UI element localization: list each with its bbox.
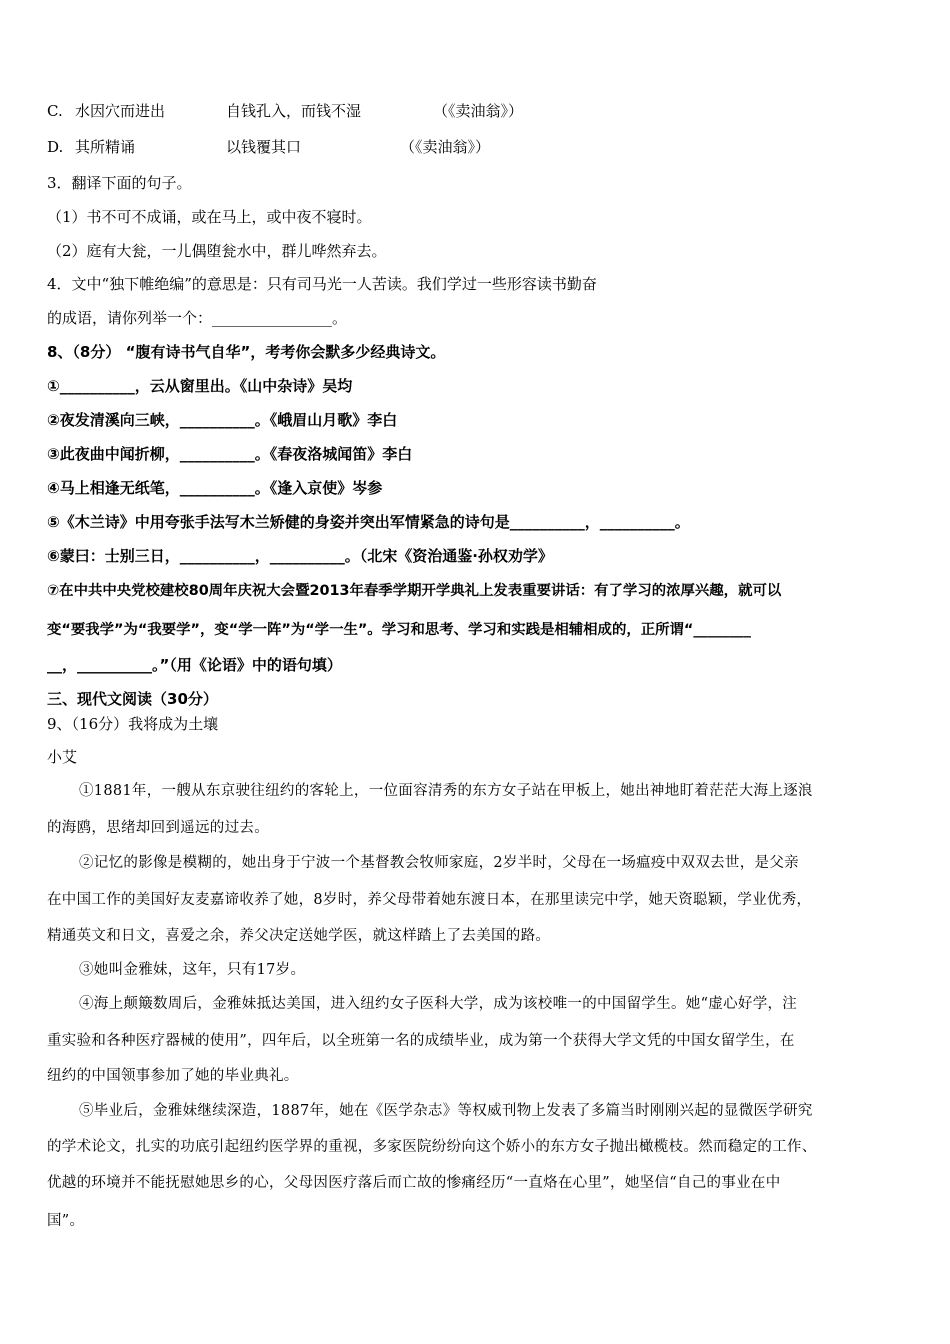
q8-item-3: ③此夜曲中闻折柳，__________。《春夜洛城闻笛》李白 — [47, 445, 413, 463]
option-d-label: D. — [47, 138, 64, 156]
paragraph-4-line-3: 纽约的中国领事参加了她的毕业典礼。 — [47, 1068, 299, 1084]
q8-item-7-line-2: 变“要我学”为“我要学”，变“学一阵”为“学一生”。学习和思考、学习和实践是相辅相成的，正所谓“________ — [47, 622, 751, 638]
option-c-source: （《卖油翁》） — [433, 102, 524, 120]
paragraph-4-line-2: 重实验和各种医疗器械的使用”，四年后，以全班第一名的成绩毕业，成为第一个获得大学文凭的中国女留学生，在 — [47, 1033, 795, 1049]
q3-sentence-2: （2）庭有大瓮，一儿偶堕瓮水中，群儿哗然弃去。 — [47, 242, 387, 260]
paragraph-5-line-1: ⑤毕业后，金雅妹继续深造，1887年，她在《医学杂志》等权威刊物上发表了多篇当时刚刚兴起的显微医学研究 — [79, 1103, 813, 1119]
q8-item-1: ①__________，云从窗里出。《山中杂诗》吴均 — [47, 377, 353, 395]
paragraph-4-line-1: ④海上颠簸数周后，金雅妹抵达美国，进入纽约女子医科大学，成为该校唯一的中国留学生。她“虚心好学，注 — [79, 996, 798, 1012]
q8-item-7-line-3: __，__________。”（用《论语》中的语句填） — [47, 656, 342, 674]
paragraph-3: ③她叫金雅妹，这年，只有17岁。 — [79, 962, 306, 978]
q8-item-4: ④马上相逢无纸笔，__________。《逢入京使》岑参 — [47, 479, 383, 497]
option-d-source: （《卖油翁》） — [400, 138, 491, 156]
option-d-text2: 以钱覆其口 — [226, 138, 302, 156]
paragraph-1-line-2: 的海鸥，思绪却回到遥远的过去。 — [47, 820, 269, 836]
paragraph-2-line-1: ②记忆的影像是模糊的，她出身于宁波一个基督教会牧师家庭，2岁半时，父母在一场瘟疫中双双去世，是父亲 — [79, 855, 799, 871]
paragraph-2-line-3: 精通英文和日文，喜爱之余，养父决定送她学医，就这样踏上了去美国的路。 — [47, 928, 551, 944]
paragraph-5-line-4: 国”。 — [47, 1213, 85, 1229]
option-d-text1: 其所精诵 — [75, 138, 136, 156]
q8-item-5: ⑤《木兰诗》中用夸张手法写木兰矫健的身姿并突出军情紧急的诗句是__________，__________。 — [47, 513, 690, 531]
section-3-heading: 三、现代文阅读（30分） — [47, 690, 218, 708]
paragraph-1-line-1: ①1881年，一艘从东京驶往纽约的客轮上，一位面容清秀的东方女子站在甲板上，她出神地盯着茫茫大海上逐浪 — [79, 783, 813, 799]
q8-item-2: ②夜发清溪向三峡，__________。《峨眉山月歌》李白 — [47, 411, 398, 429]
option-c-label: C. — [47, 102, 63, 120]
passage-author: 小艾 — [47, 748, 78, 766]
option-c-text1: 水因穴而进出 — [75, 102, 166, 120]
paragraph-2-line-2: 在中国工作的美国好友麦嘉谛收养了她，8岁时，养父母带着她东渡日本，在那里读完中学，她天资聪颖，学业优秀， — [47, 892, 812, 908]
q8-title: 8、（8分） “腹有诗书气自华”，考考你会默多少经典诗文。 — [47, 343, 446, 361]
q9-title: 9、（16分）我将成为土壤 — [47, 715, 219, 733]
q4-line-1: 4．文中“独下帷绝编”的意思是：只有司马光一人苦读。我们学过一些形容读书勤奋 — [47, 275, 597, 293]
option-c-text2: 自钱孔入，而钱不湿 — [226, 102, 362, 120]
q4-line-2: 的成语，请你列举一个：________________。 — [47, 309, 348, 327]
q8-item-7-line-1: ⑦在中共中央党校建校80周年庆祝大会暨2013年春季学期开学典礼上发表重要讲话：有了学习的浓厚兴趣，就可以 — [47, 583, 782, 599]
q3-sentence-1: （1）书不可不成诵，或在马上，或中夜不寝时。 — [47, 208, 372, 226]
q3-title: 3．翻译下面的句子。 — [47, 174, 192, 192]
q8-item-6: ⑥蒙曰：士别三日，__________，__________。（北宋《资治通鉴·孙权劝学》 — [47, 547, 553, 565]
paragraph-5-line-2: 的学术论文，扎实的功底引起纽约医学界的重视，多家医院纷纷向这个娇小的东方女子抛出橄榄枝。然而稳定的工作、 — [47, 1139, 817, 1155]
paragraph-5-line-3: 优越的环境并不能抚慰她思乡的心，父母因医疗落后而亡故的惨痛经历“一直烙在心里”，她坚信“自己的事业在中 — [47, 1175, 781, 1191]
